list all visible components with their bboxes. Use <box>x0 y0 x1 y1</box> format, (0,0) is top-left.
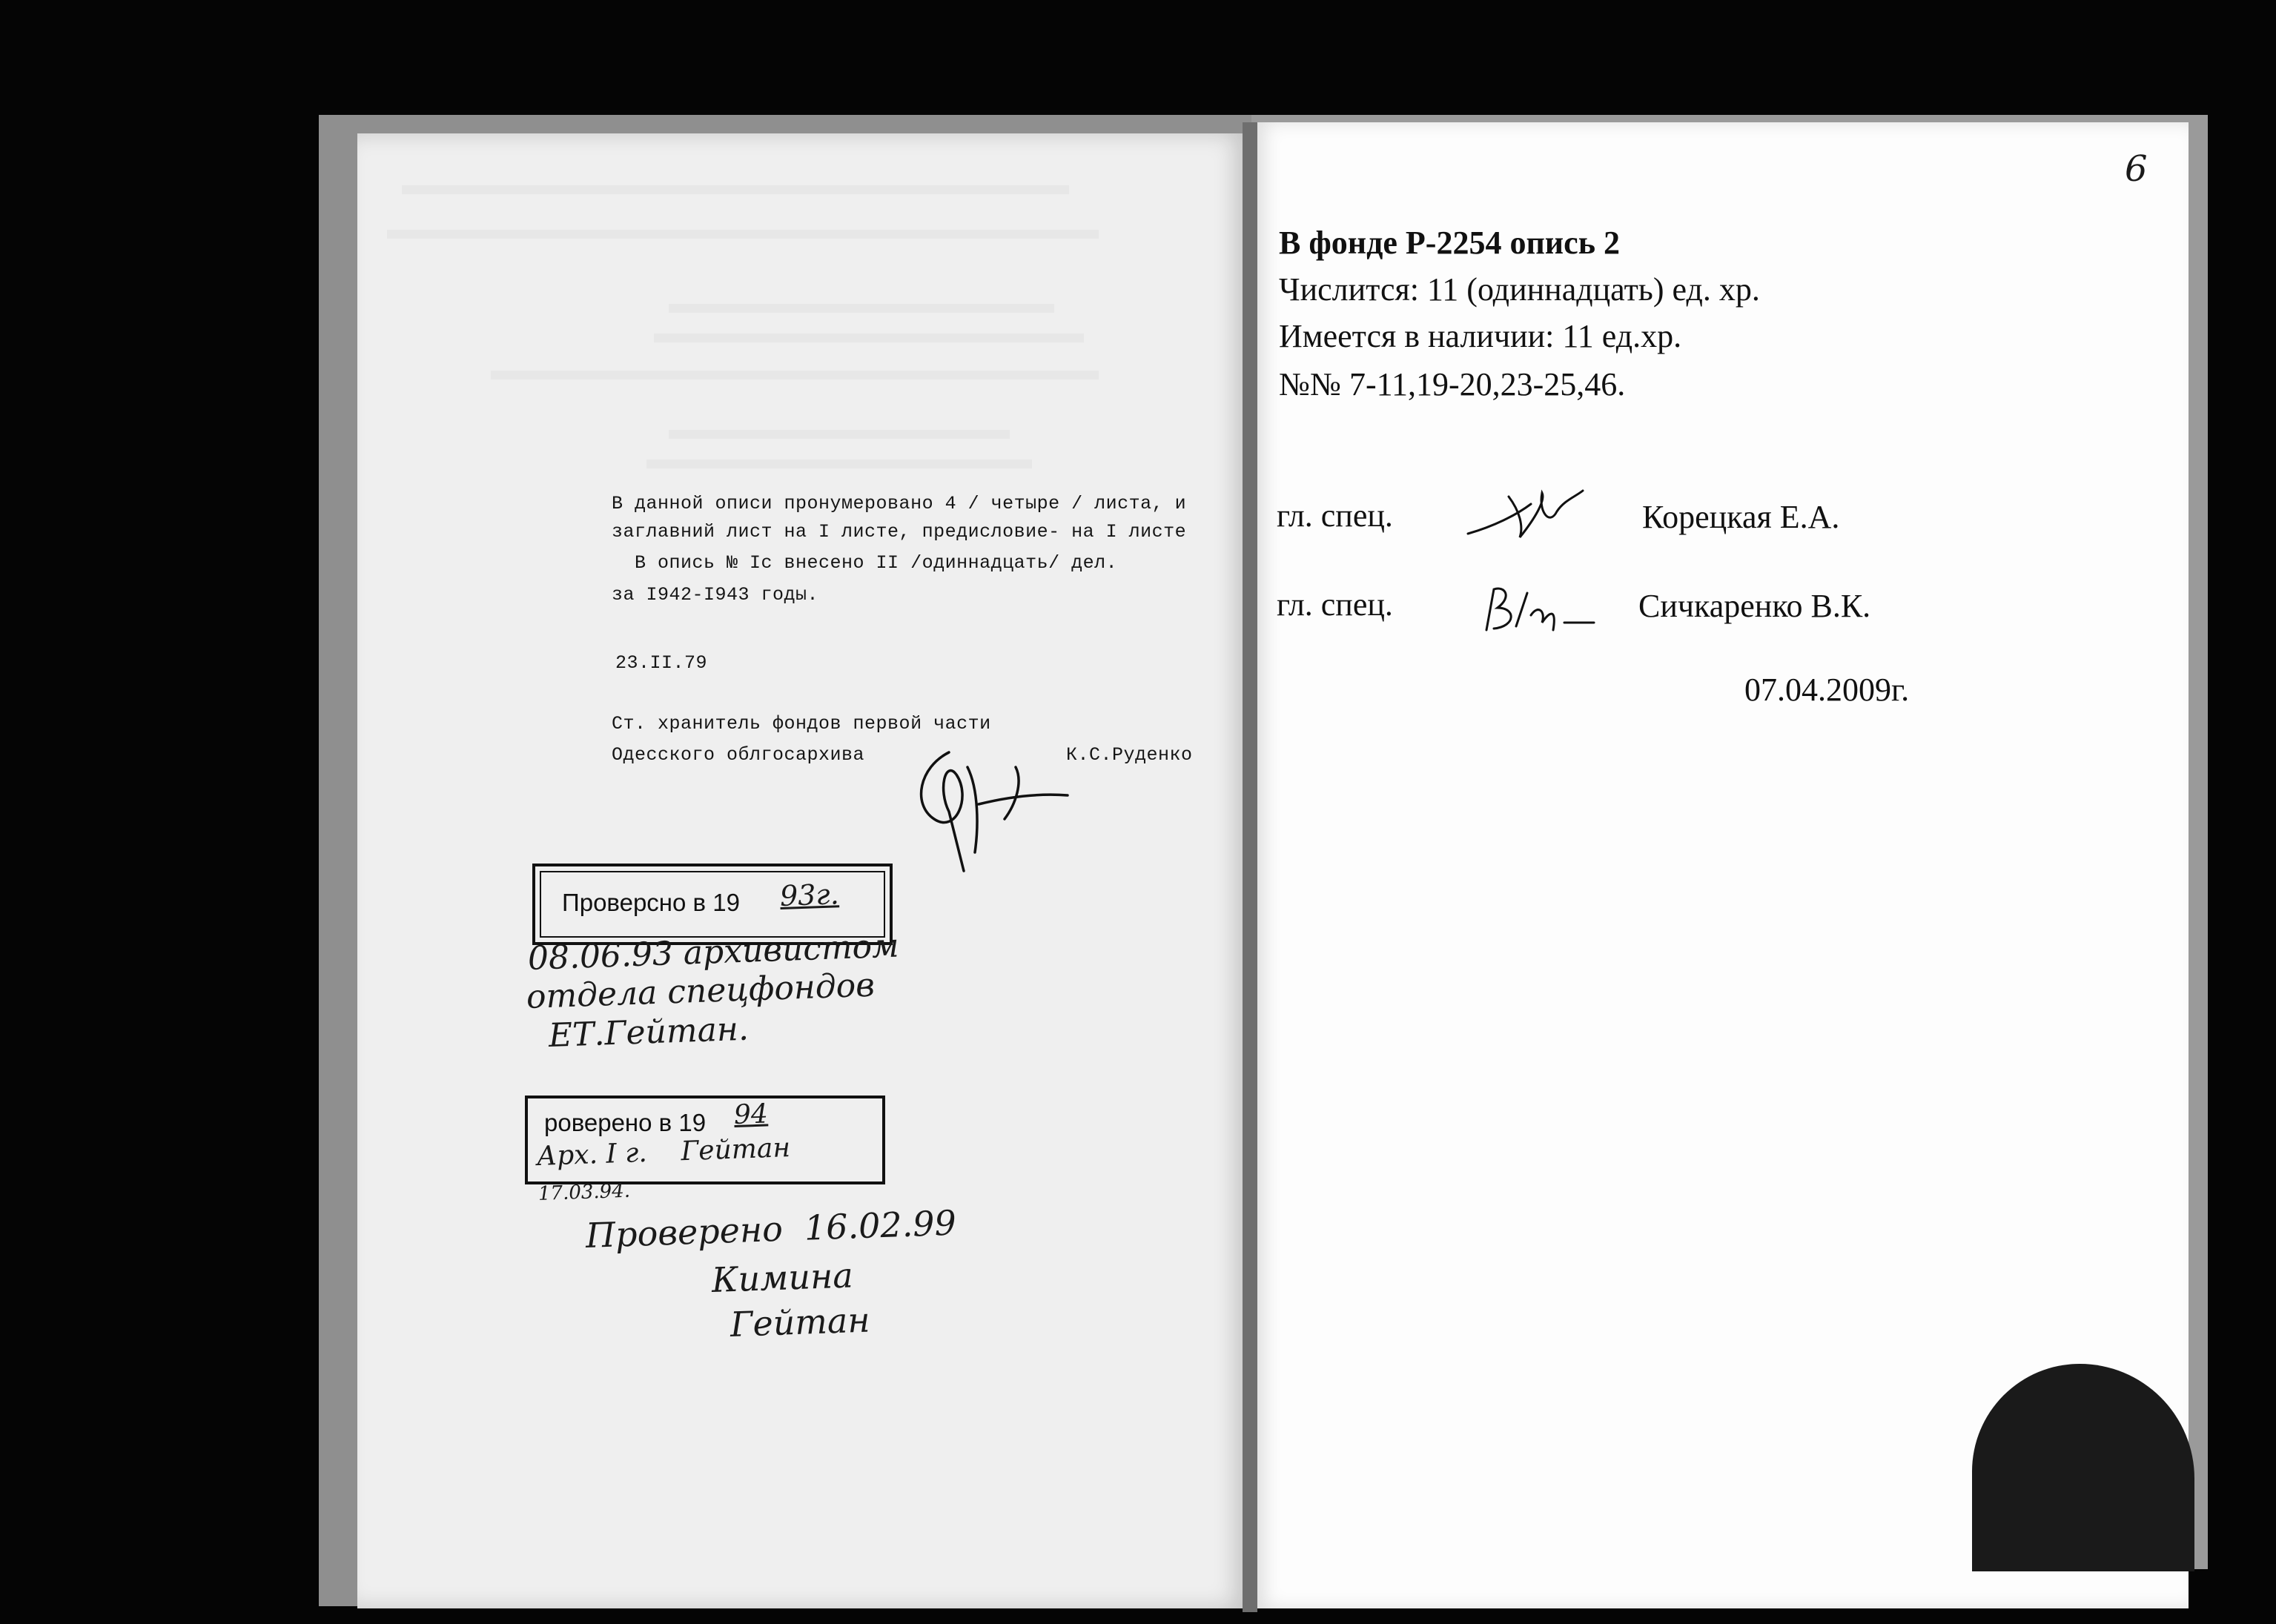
stamp-1994-printed: роверено в 19 <box>544 1109 707 1136</box>
keeper-name: К.С.Руденко <box>1066 744 1193 766</box>
keeper-line-2: Одесского облгосархива <box>612 744 865 766</box>
verification-stamp-1994 <box>525 1096 885 1184</box>
inventory-date: 23.II.79 <box>615 652 708 674</box>
stamp-1994-date: 17.03.94. <box>537 1179 631 1205</box>
note-1993-line-3: ЕТ.Гейтан. <box>548 1010 750 1055</box>
inventory-note-line-2: заглавний лист на I листе, предисловие- на I листе <box>612 521 1187 543</box>
inventory-note-line-1: В данной описи пронумеровано 4 / четыре / листа, и <box>612 493 1187 514</box>
signatory-2-signature <box>1472 571 1605 645</box>
book-gutter <box>1243 122 1257 1612</box>
note-1993-line-1: 08.06.93 архивистом <box>527 927 900 978</box>
page-number: 6 <box>2125 148 2148 190</box>
note-1999-line-3: Гейтан <box>730 1299 871 1345</box>
signatory-2-name: Сичкаренко В.К. <box>1638 588 1871 624</box>
stamp-1993-printed: Проверсно в 19 <box>562 889 740 916</box>
item-numbers: №№ 7-11,19-20,23-25,46. <box>1279 366 1626 402</box>
signatory-2-role: гл. спец. <box>1277 586 1393 623</box>
signatory-1-signature <box>1464 474 1612 548</box>
keeper-line-1: Ст. хранитель фондов первой части <box>612 713 991 735</box>
signing-date: 07.04.2009г. <box>1744 672 1910 708</box>
note-1993-line-2: отдела спецфондов <box>526 966 876 1016</box>
count-listed: Числится: 11 (одиннадцать) ед. хр. <box>1279 271 1760 308</box>
signatory-1-role: гл. спец. <box>1277 497 1393 534</box>
note-1999-line-2: Кимина <box>711 1255 854 1300</box>
stamp-1994-year: 94 <box>733 1098 769 1130</box>
keeper-signature <box>904 723 1075 878</box>
inventory-note-line-4: за I942-I943 годы. <box>612 584 819 606</box>
count-available: Имеется в наличии: 11 ед.хр. <box>1279 318 1682 354</box>
stamp-1993-year: 93г. <box>779 878 840 912</box>
document-title: В фонде Р-2254 опись 2 <box>1279 225 1620 261</box>
inventory-note-line-3: В опись № Iс внесено II /одиннадцать/ дел. <box>612 552 1118 574</box>
stamp-1994-handwritten: Арх. I г. Гейтан <box>536 1133 791 1172</box>
signatory-1-name: Корецкая Е.А. <box>1642 499 1840 535</box>
note-1999-line-1: Проверено 16.02.99 <box>585 1202 957 1256</box>
